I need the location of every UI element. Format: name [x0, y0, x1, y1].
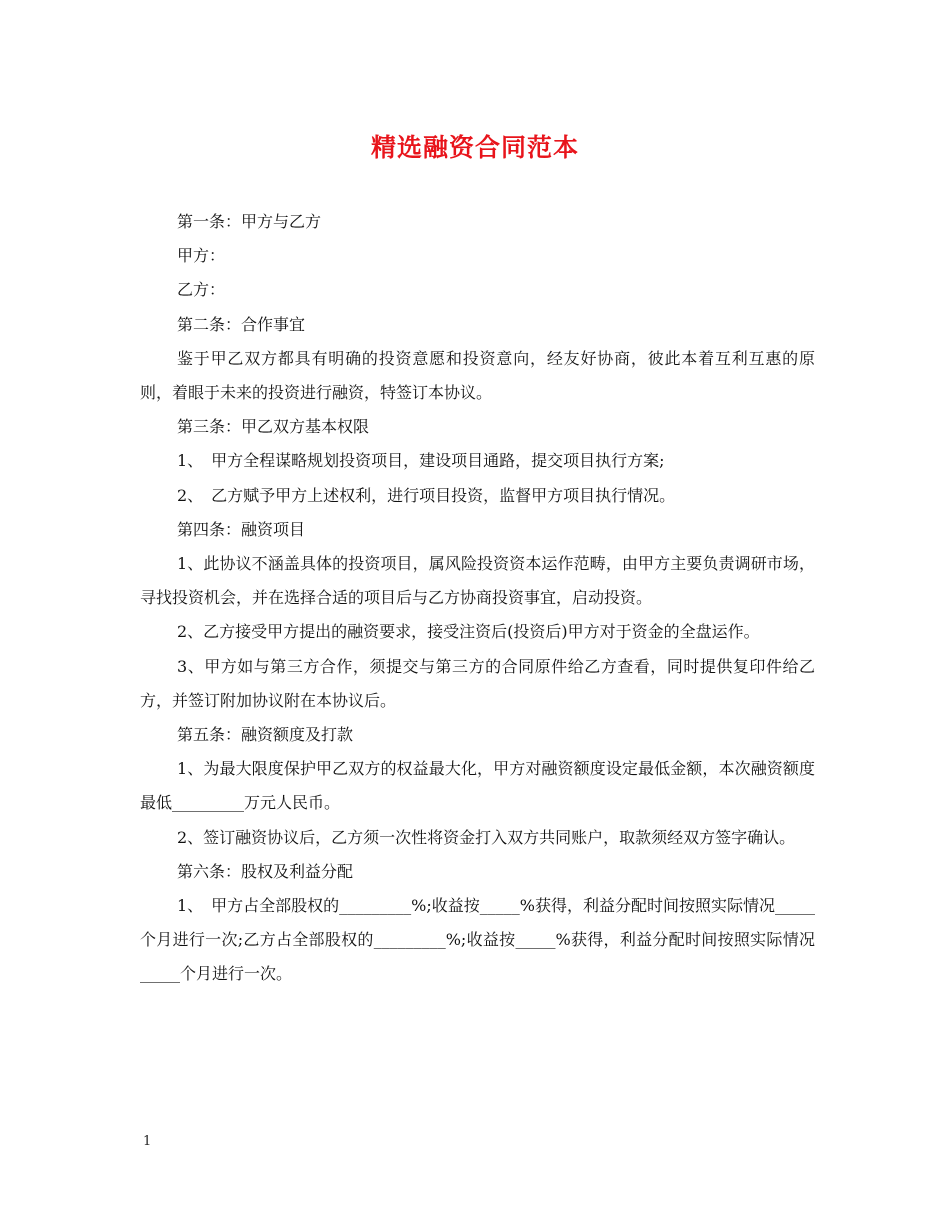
clause-3-item-1: 1、 甲方全程谋略规划投资项目，建设项目通路，提交项目执行方案;: [177, 451, 665, 471]
clause-5-heading: 第五条：融资额度及打款: [177, 725, 354, 745]
document-title: 精选融资合同范本: [370, 133, 579, 162]
clause-3-item-2: 2、 乙方赋予甲方上述权利，进行项目投资，监督甲方项目执行情况。: [177, 485, 676, 505]
clause-3-heading: 第三条：甲乙双方基本权限: [177, 417, 370, 437]
clause-2-heading: 第二条：合作事宜: [177, 314, 306, 334]
party-b-line: 乙方：: [177, 280, 226, 300]
page-number: 1: [143, 1134, 152, 1149]
clause-1-heading: 第一条：甲方与乙方: [177, 212, 322, 231]
clause-4-item-3: 3、甲方如与第三方合作，须提交与第三方的合同原件给乙方查看，同时提供复印件给乙方，并签订附加协议附在本协议后。: [140, 656, 815, 710]
clause-4-item-2: 2、乙方接受甲方提出的融资要求，接受注资后(投资后)甲方对于资金的全盘运作。: [177, 622, 760, 642]
clause-2-body: 鉴于甲乙双方都具有明确的投资意愿和投资意向，经友好协商，彼此本着互利互惠的原则，着眼于未来的投资进行融资，特签订本协议。: [140, 348, 815, 403]
clause-4-heading: 第四条：融资项目: [177, 519, 306, 539]
clause-5-item-1: 1、为最大限度保护甲乙双方的权益最大化，甲方对融资额度设定最低金额，本次融资额度最低_________万元人民币。: [140, 759, 815, 813]
party-a-line: 甲方：: [177, 246, 226, 266]
clause-6-heading: 第六条：股权及利益分配: [177, 861, 354, 881]
clause-5-item-2: 2、签订融资协议后，乙方须一次性将资金打入双方共同账户，取款须经双方签字确认。: [177, 827, 796, 847]
clause-6-item-1: 1、 甲方占全部股权的_________%;收益按_____%获得，利益分配时间按照实际情况_____个月进行一次;乙方占全部股权的_________%;收益按_____%获得，利益分配时间按照实际情况_____个月进行一次。: [140, 896, 815, 984]
clause-4-item-1: 1、此协议不涵盖具体的投资项目，属风险投资资本运作范畴，由甲方主要负责调研市场，寻找投资机会，并在选择合适的项目后与乙方协商投资事宜，启动投资。: [140, 554, 815, 608]
document-body: [140, 205, 815, 992]
